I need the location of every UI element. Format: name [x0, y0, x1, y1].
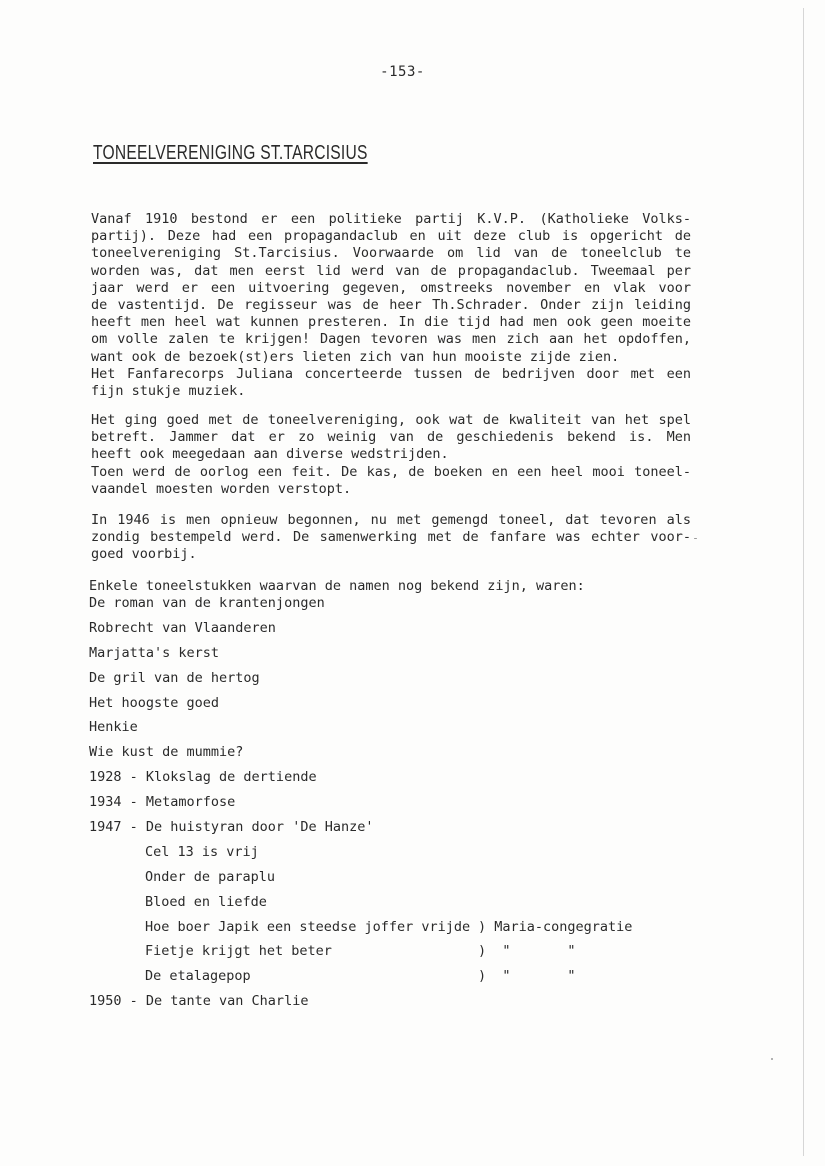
play-item: Wie kust de mummie?: [89, 744, 244, 760]
scan-speck: [771, 1058, 773, 1060]
text-line: goed voorbij.: [91, 546, 197, 563]
text-line: om volle zalen te krijgen! Dagen tevoren was men zich aan het opdoffen,: [91, 331, 691, 348]
play-item: Robrecht van Vlaanderen: [89, 620, 276, 636]
play-item: Cel 13 is vrij: [145, 844, 259, 860]
text-line: de vastentijd. De regisseur was de heer Th.Schrader. Onder zijn leiding: [91, 297, 691, 314]
group-note: ) " ": [478, 943, 576, 959]
text-line: toneelvereniging St.Tarcisius. Voorwaarde om lid van de toneelclub te: [91, 245, 691, 262]
play-item: Het hoogste goed: [89, 695, 220, 711]
text-line: want ook de bezoek(st)ers lieten zich van hun mooiste zijde zien.: [91, 348, 620, 365]
play-item: 1928 - Klokslag de dertiende: [89, 769, 317, 785]
scan-speck: [694, 538, 697, 539]
play-item: 1934 - Metamorfose: [89, 794, 236, 810]
play-item: 1947 - De huistyran door 'De Hanze': [89, 819, 374, 835]
text-line: heeft ook meegedaan aan diverse wedstrijden.: [91, 446, 449, 463]
text-line: vaandel moesten worden verstopt.: [91, 480, 352, 497]
play-item: 1950 - De tante van Charlie: [89, 993, 309, 1009]
text-line: partij). Deze had een propagandaclub en uit deze club is opgericht de: [91, 228, 691, 245]
text-line: Het Fanfarecorps Juliana concerteerde tussen de bedrijven door met een: [91, 365, 691, 382]
text-line: Het ging goed met de toneelvereniging, ook wat de kwaliteit van het spel: [91, 412, 691, 428]
play-item: De gril van de hertog: [89, 670, 260, 686]
text-line: betreft. Jammer dat er zo weinig van de geschiedenis bekend is. Men: [91, 429, 691, 446]
text-line: In 1946 is men opnieuw begonnen, nu met gemengd toneel, dat tevoren als: [91, 512, 691, 528]
text-line: heeft men heel wat kunnen presteren. In die tijd had men ook geen moeite: [91, 314, 691, 331]
text-line: Toen werd de oorlog een feit. De kas, de boeken en een heel mooi toneel-: [91, 463, 691, 480]
group-note: ) " ": [478, 968, 576, 984]
play-item: De etalagepop: [145, 968, 251, 984]
page-edge-shadow: [803, 8, 804, 1156]
text-line: fijn stukje muziek.: [91, 383, 246, 400]
play-item: Onder de paraplu: [145, 869, 276, 885]
text-line: worden was, dat men eerst lid werd van de propagandaclub. Tweemaal per: [91, 262, 691, 279]
page-number: -153-: [380, 64, 425, 80]
text-line: jaar werd er een uitvoering gegeven, omstreeks november en vlak voor: [91, 279, 691, 296]
paragraph-history: [91, 211, 691, 400]
text-line: Vanaf 1910 bestond er een politieke partij K.V.P. (Katholieke Volks-: [91, 211, 691, 227]
plays-intro: Enkele toneelstukken waarvan de namen nog bekend zijn, waren:: [89, 578, 585, 594]
play-item: Marjatta's kerst: [89, 645, 220, 661]
text-line: zondig bestempeld werd. De samenwerking met de fanfare was echter voor-: [91, 529, 691, 546]
group-note: ) Maria-congegratie: [478, 919, 633, 935]
section-heading: TONEELVERENIGING ST.TARCISIUS: [93, 142, 368, 164]
play-item: De roman van de krantenjongen: [89, 595, 325, 611]
play-item: Henkie: [89, 719, 138, 735]
paragraph-restart: [91, 512, 691, 564]
play-item: Fietje krijgt het beter: [145, 943, 332, 959]
paragraph-war: [91, 412, 691, 498]
play-item: Bloed en liefde: [145, 894, 267, 910]
play-item: Hoe boer Japik een steedse joffer vrijde: [145, 919, 471, 935]
